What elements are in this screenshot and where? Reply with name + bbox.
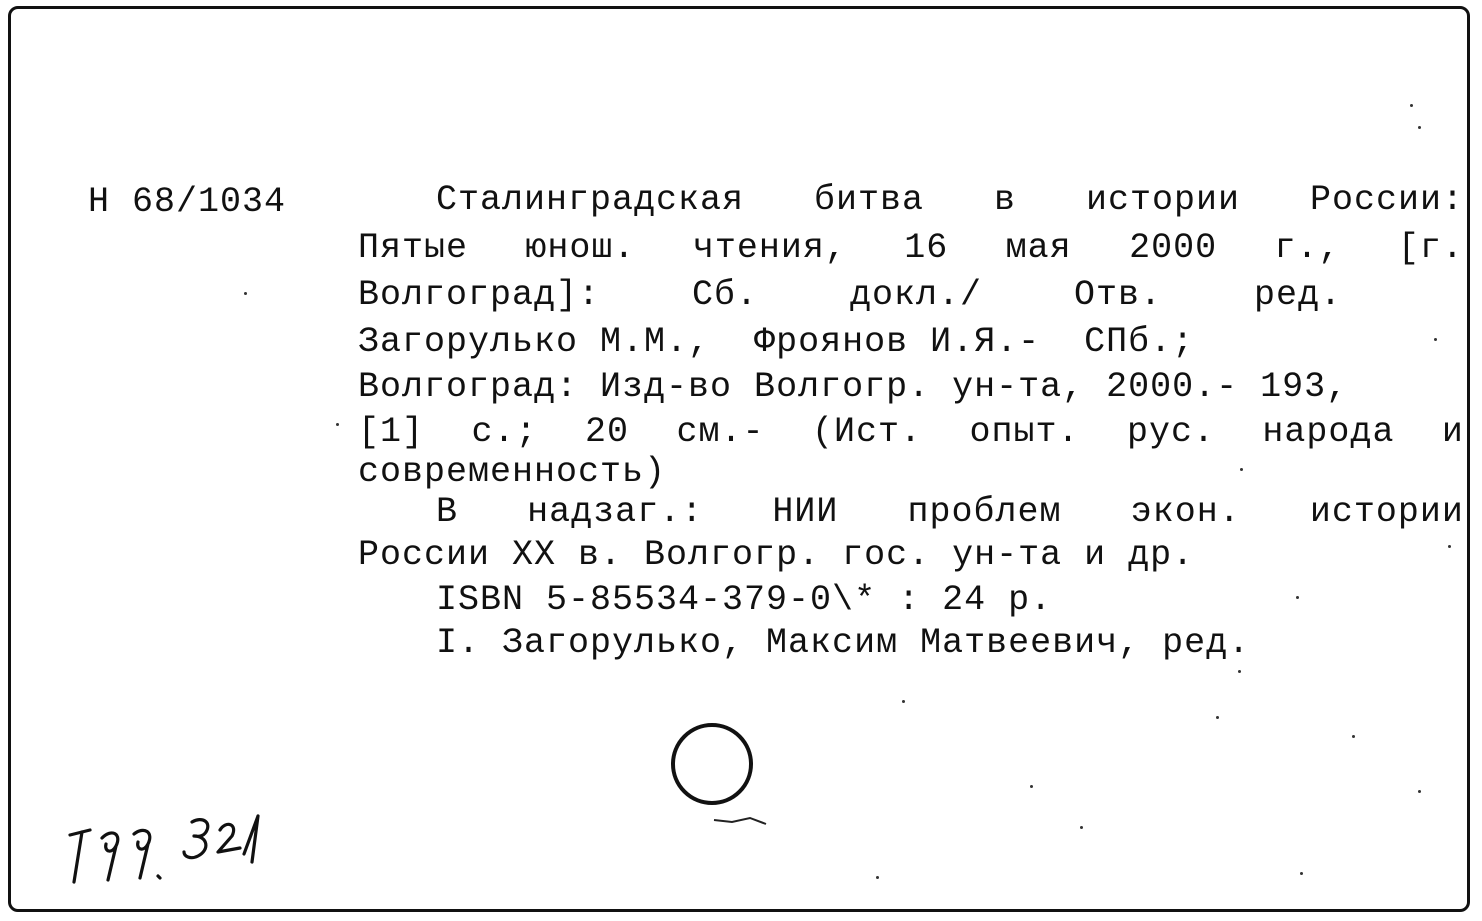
title-word: России: (1309, 180, 1464, 220)
scan-speck (1216, 716, 1219, 719)
scan-speck (1418, 126, 1421, 129)
series-line (358, 412, 1464, 452)
title-word: в (994, 180, 1017, 220)
title-word: битва (814, 180, 925, 220)
text-word: Отв. (1074, 275, 1163, 315)
scan-speck (1238, 670, 1241, 673)
responsibility-line (358, 275, 1342, 315)
text-word: мая (1005, 228, 1072, 268)
note-line (436, 492, 1464, 532)
scan-speck (1240, 468, 1243, 471)
tear-mark (710, 808, 770, 830)
card-punch-hole (671, 723, 753, 805)
shelf-mark: Н 68/1034 (88, 182, 287, 222)
text-word: юнош. (525, 228, 636, 268)
isbn-line: ISBN 5-85534-379-0\* : 24 р. (436, 580, 1053, 620)
text-word: 16 (904, 228, 949, 268)
series-line-end: современность) (358, 452, 667, 492)
text-word: [1] (358, 412, 425, 452)
note-line-end: России XX в. Волгогр. гос. ун-та и др. (358, 535, 1195, 575)
title-line (436, 180, 1464, 220)
scan-speck (1300, 872, 1303, 875)
text-word: проблем (907, 492, 1062, 532)
scan-speck (1352, 735, 1355, 738)
text-word: Сб. (692, 275, 759, 315)
scan-speck (336, 423, 339, 426)
text-word: чтения, (692, 228, 847, 268)
text-word: см.- (676, 412, 765, 452)
text-word: надзаг.: (527, 492, 704, 532)
text-word: г., (1274, 228, 1341, 268)
text-word: экон. (1130, 492, 1241, 532)
scan-speck (1410, 104, 1413, 107)
text-word: 2000 (1129, 228, 1218, 268)
title-word: истории (1085, 180, 1240, 220)
text-word: ред. (1253, 275, 1342, 315)
text-word: В (436, 492, 459, 532)
subtitle-line (358, 228, 1464, 268)
scan-speck (1418, 790, 1421, 793)
added-entry-line: I. Загорулько, Максим Матвеевич, ред. (436, 623, 1251, 663)
scan-speck (876, 876, 879, 879)
text-word: рус. (1126, 412, 1215, 452)
scan-speck (1434, 338, 1437, 341)
text-word: Волгоград]: (358, 275, 601, 315)
title-word: Сталинградская (436, 180, 745, 220)
text-word: НИИ (772, 492, 839, 532)
text-word: Пятые (358, 228, 469, 268)
text-word: истории (1309, 492, 1464, 532)
text-word: опыт. (969, 412, 1080, 452)
scan-speck (902, 700, 905, 703)
text-word: 20 (584, 412, 629, 452)
scan-speck (1448, 545, 1451, 548)
text-word: (Ист. (811, 412, 922, 452)
imprint-line: Волгоград: Изд-во Волгогр. ун-та, 2000.- 193, (358, 367, 1349, 407)
scan-speck (1030, 785, 1033, 788)
scan-speck (1080, 826, 1083, 829)
text-word: докл./ (850, 275, 983, 315)
text-word: [г. (1397, 228, 1464, 268)
handwritten-number (60, 790, 300, 890)
text-word: и (1441, 412, 1464, 452)
text-word: народа (1262, 412, 1395, 452)
scan-speck (1296, 596, 1299, 599)
scan-speck (244, 292, 247, 295)
editors-line: Загорулько М.М., Фроянов И.Я.- СПб.; (358, 322, 1195, 362)
text-word: с.; (471, 412, 538, 452)
